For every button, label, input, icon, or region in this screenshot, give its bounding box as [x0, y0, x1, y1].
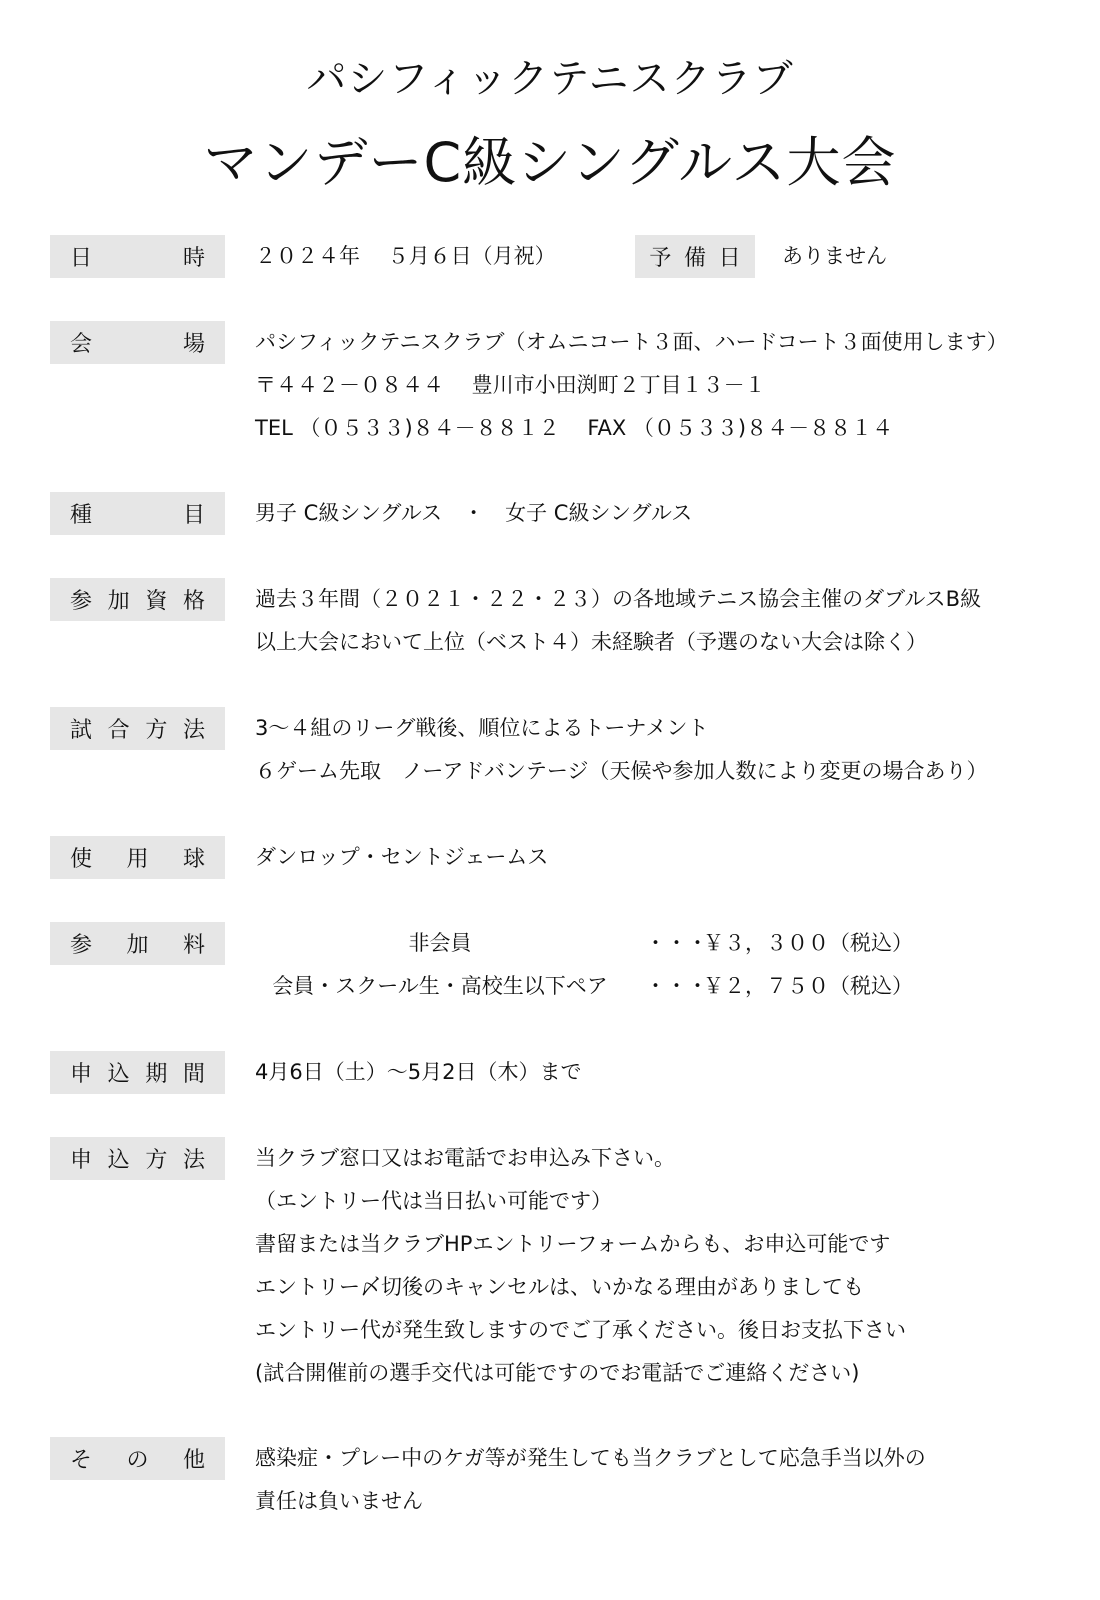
venue-details — [255, 321, 1075, 450]
fee-dots: ・・・ — [645, 974, 708, 998]
fee-row-nonmember — [255, 922, 1075, 965]
label-method: 申 込 方 法 — [50, 1137, 225, 1180]
label-events: 種 目 — [50, 492, 225, 535]
fee-name: 会員・スクール生・高校生以下ペア — [272, 974, 608, 998]
events-value: 男子 C級シングルス ・ 女子 C級シングルス — [255, 501, 693, 525]
venue-name: パシフィックテニスクラブ（オムニコート３面、ハードコート３面使用します） — [255, 330, 1008, 354]
fee-price: ￥２，７５０（税込） — [703, 974, 913, 998]
venue-address: 〒４４２－０８４４ 豊川市小田渕町２丁目１３－１ — [255, 373, 766, 397]
label-other: そ の 他 — [50, 1437, 225, 1480]
label-reserve-day: 予 備 日 — [635, 235, 755, 278]
label-eligibility: 参 加 資 格 — [50, 578, 225, 621]
format-text: 3～４組のリーグ戦後、順位によるトーナメント ６ゲーム先取 ノーアドバンテージ（天候や参加人数により変更の場合あり） — [255, 716, 988, 783]
label-format: 試 合 方 法 — [50, 707, 225, 750]
label-date: 日 時 — [50, 235, 225, 278]
club-name: パシフィックテニスクラブ — [306, 56, 794, 102]
eligibility-text: 過去３年間（２０２１・２２・２３）の各地域テニス協会主催のダブルスB級 以上大会において上位（ベスト４）未経験者（予選のない大会は除く） — [255, 587, 982, 654]
date-value: ２０２４年 ５月６日（月祝） — [255, 244, 556, 268]
label-ball: 使 用 球 — [50, 836, 225, 879]
event-title: マンデーC級シングルス大会 — [203, 131, 897, 194]
reserve-day-value: ありません — [782, 244, 887, 268]
fee-table — [255, 922, 1075, 1008]
fee-price: ￥３，３００（税込） — [703, 931, 913, 955]
period-value: 4月6日（土）～5月2日（木）まで — [255, 1060, 582, 1084]
label-fee: 参 加 料 — [50, 922, 225, 965]
fee-row-member — [255, 965, 1075, 1008]
fee-dots: ・・・ — [645, 931, 708, 955]
label-venue: 会 場 — [50, 321, 225, 364]
other-text: 感染症・プレー中のケガ等が発生しても当クラブとして応急手当以外の 責任は負いません — [255, 1446, 926, 1513]
fee-name: 非会員 — [408, 931, 472, 955]
venue-phone-fax: TEL （０５３３)８４－８８１２ FAX （０５３３)８４－８８１４ — [255, 416, 894, 440]
ball-value: ダンロップ・セントジェームス — [255, 845, 549, 869]
label-period: 申 込 期 間 — [50, 1051, 225, 1094]
method-text: 当クラブ窓口又はお電話でお申込み下さい。 （エントリー代は当日払い可能です） 書留または当クラブHPエントリーフォームからも、お申込可能です エントリー〆切後のキャンセルは、いかなる理由がありましても エントリー代が発生致しますのでご了承ください。後日お支払下さい (試合開催前の選手交代は可能ですのでお電話でご連絡ください) — [255, 1146, 906, 1385]
